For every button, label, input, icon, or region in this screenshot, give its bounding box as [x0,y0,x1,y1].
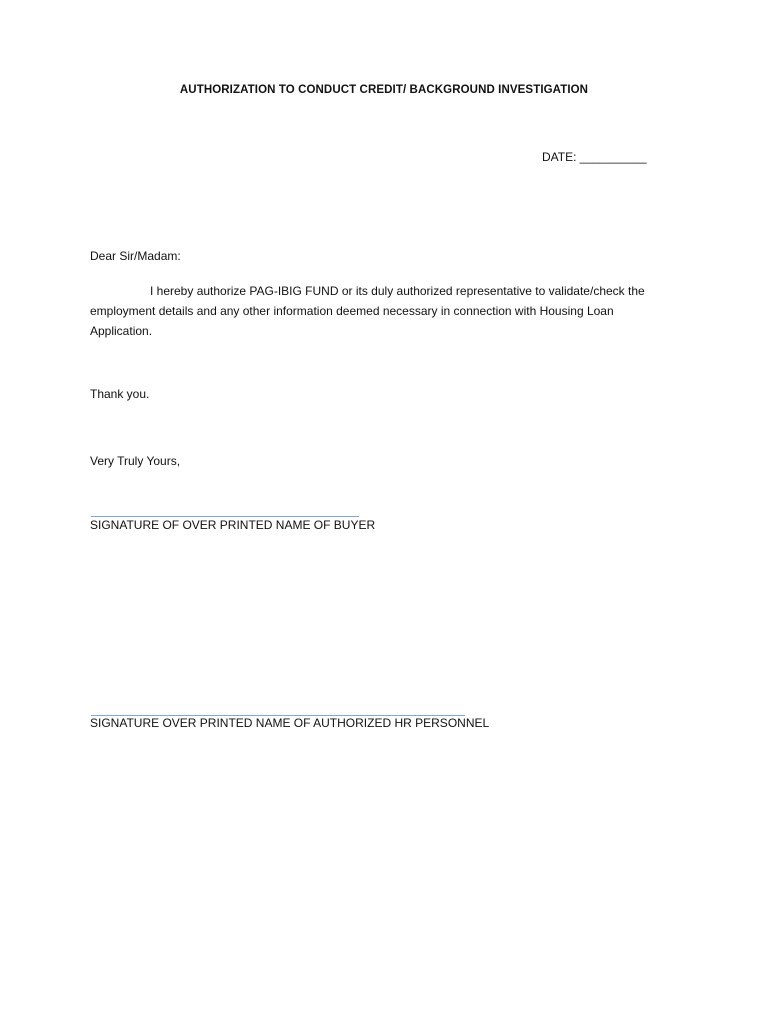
thanks-text: Thank you. [90,387,150,401]
buyer-signature-line [91,516,359,517]
body-paragraph [90,281,670,341]
date-field: DATE: __________ [542,150,647,164]
document-title: AUTHORIZATION TO CONDUCT CREDIT/ BACKGROUND INVESTIGATION [179,84,589,96]
closing-text: Very Truly Yours, [90,454,181,468]
body-text: I hereby authorize PAG-IBIG FUND or its duly authorized representative to validate/check the employment details and any other information deemed necessary in connection with Housing Loan Application. [90,284,645,338]
hr-signature-label: SIGNATURE OVER PRINTED NAME OF AUTHORIZED HR PERSONNEL [90,716,490,730]
salutation: Dear Sir/Madam: [90,249,181,263]
buyer-signature-label: SIGNATURE OF OVER PRINTED NAME OF BUYER [90,518,376,532]
